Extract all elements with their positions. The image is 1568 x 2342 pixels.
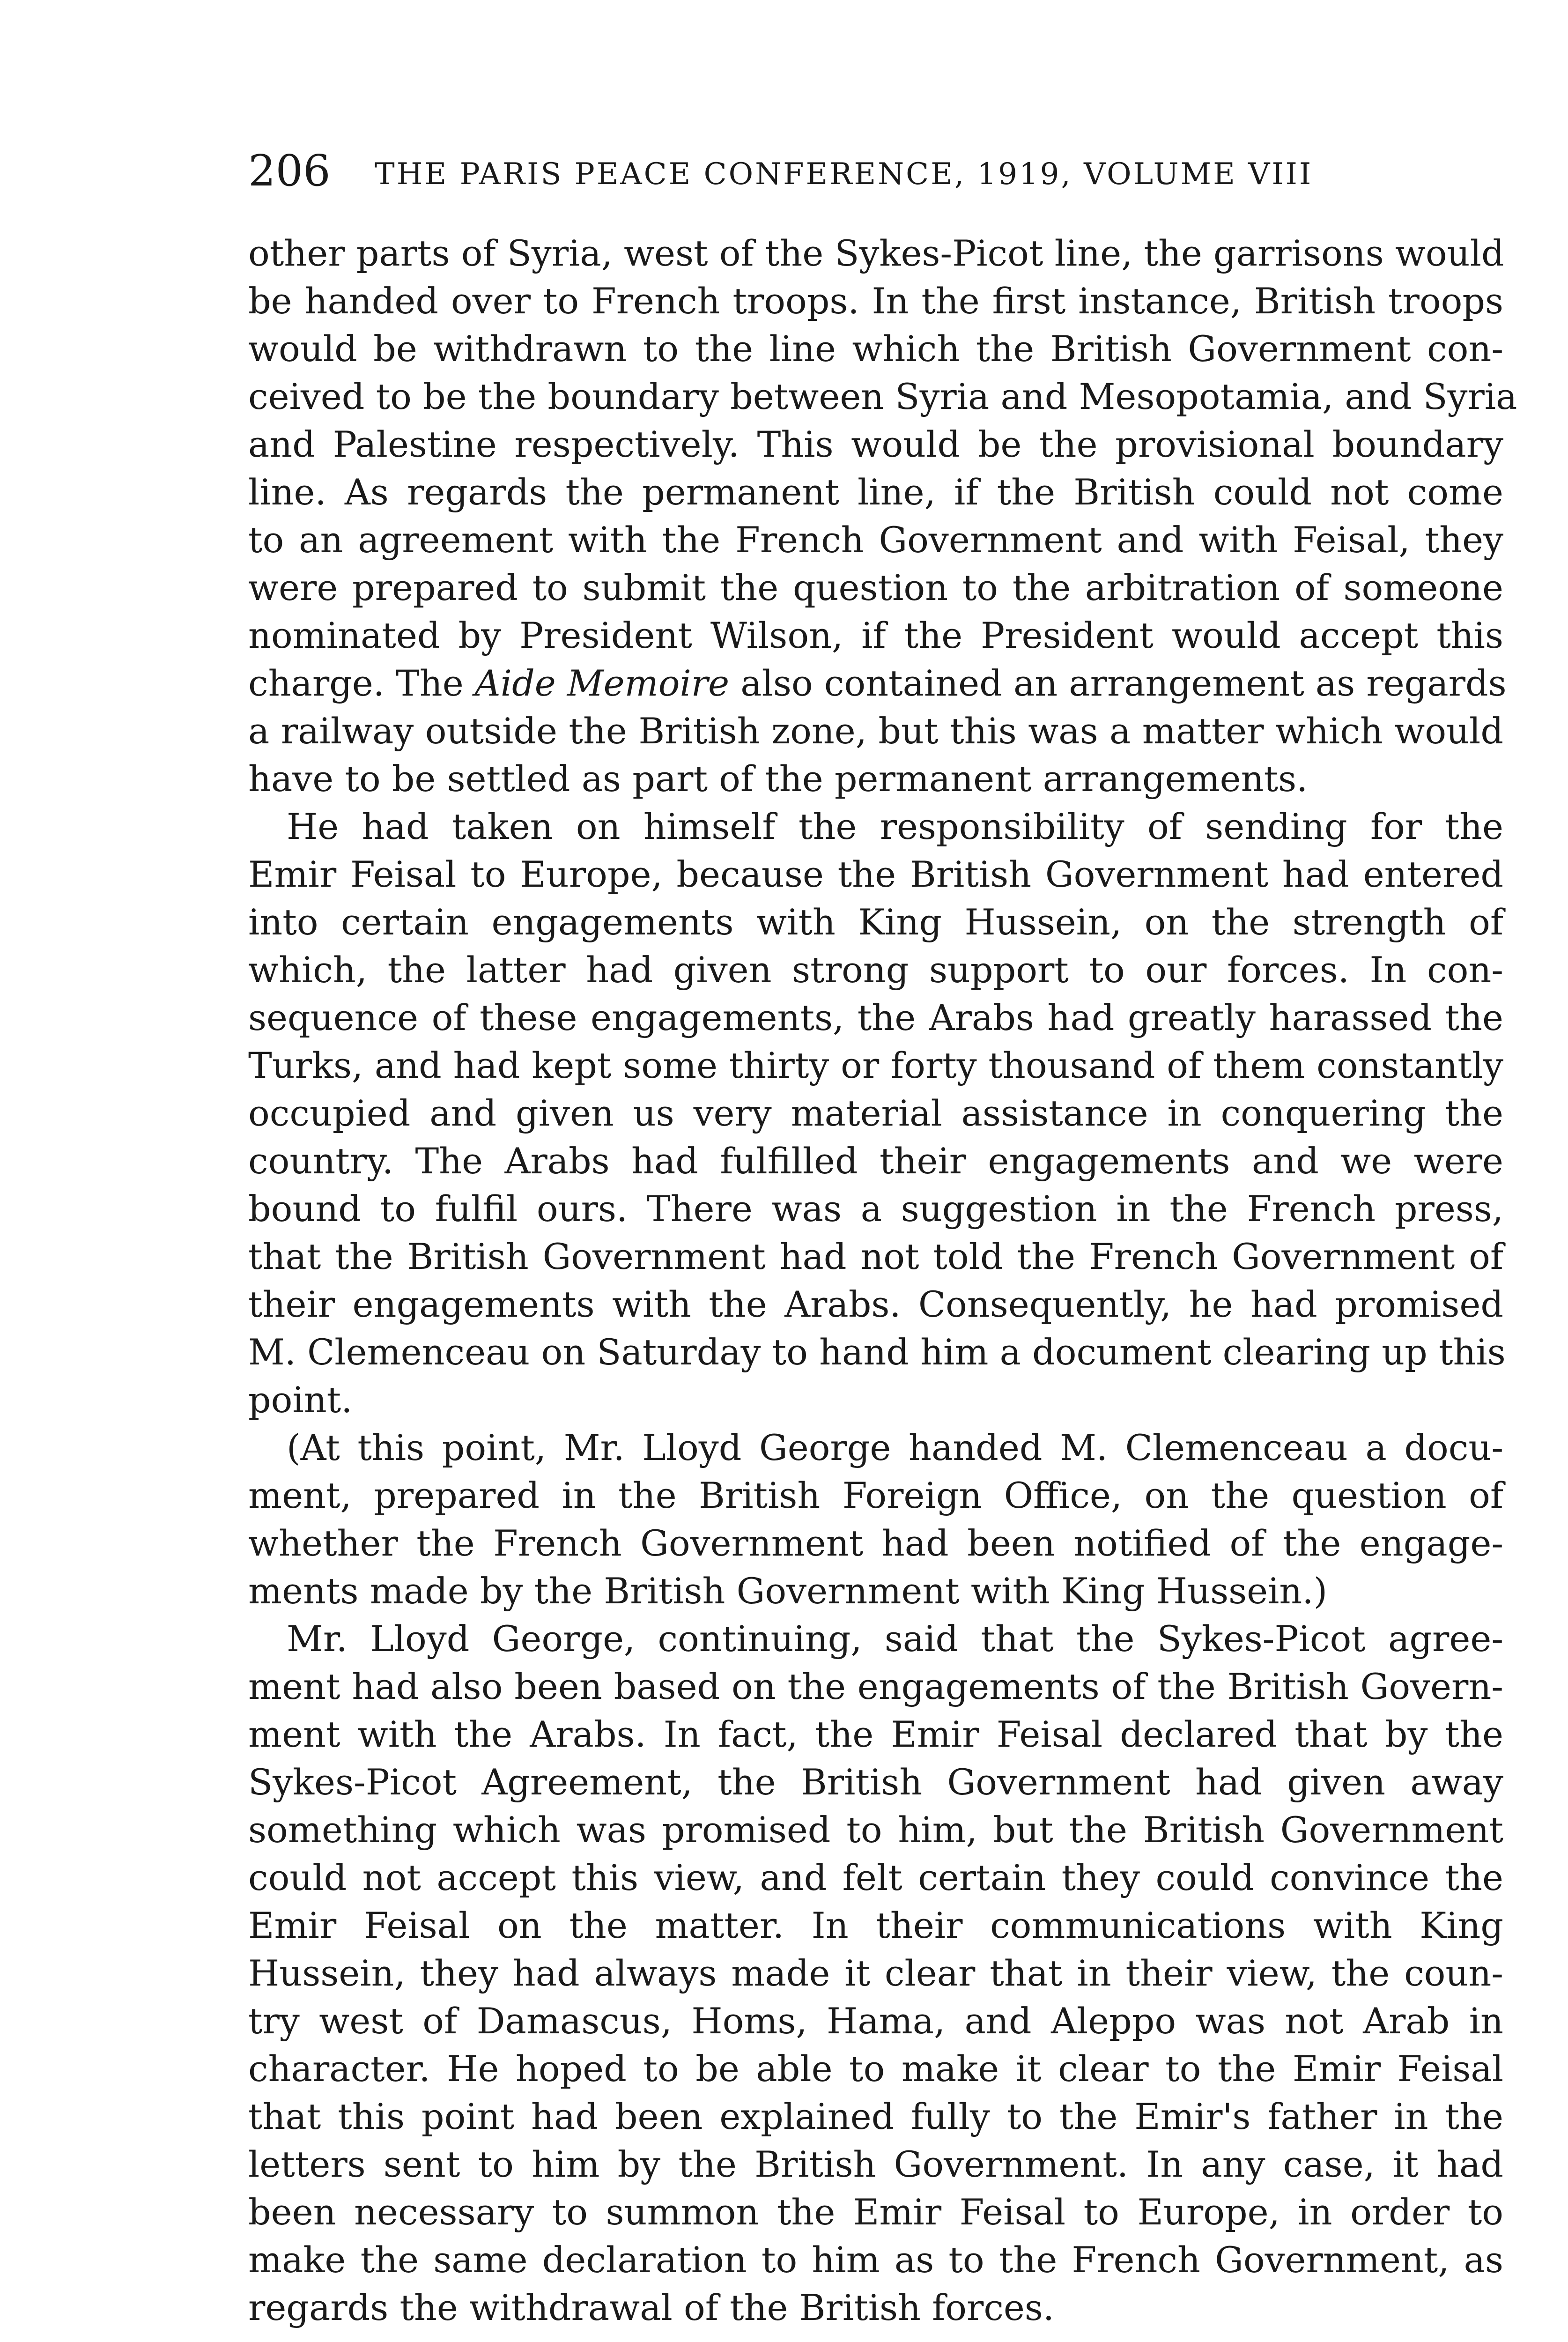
- text-line: sequence of these engagements, the Arabs had greatly harassed the: [248, 997, 1503, 1038]
- text-line: country. The Arabs had fulfilled their engagements and we were: [248, 1140, 1503, 1182]
- text-line: point.: [248, 1379, 353, 1421]
- text-line: (At this point, Mr. Lloyd George handed M. Clemenceau a docu-: [287, 1427, 1503, 1468]
- text-line: ment, prepared in the British Foreign Office, on the question of: [248, 1475, 1503, 1516]
- text-line: ment with the Arabs. In fact, the Emir Feisal declared that by the: [248, 1713, 1503, 1755]
- text-line: He had taken on himself the responsibility of sending for the: [287, 806, 1503, 847]
- text-line: try west of Damascus, Homs, Hama, and Aleppo was not Arab in: [248, 2000, 1503, 2042]
- page-number: 206: [248, 146, 331, 196]
- text-line: line. As regards the permanent line, if the British could not come: [248, 471, 1503, 513]
- text-line: Emir Feisal on the matter. In their communications with King: [248, 1905, 1503, 1946]
- text-line-aide-memoire: [248, 660, 1507, 707]
- text-line: could not accept this view, and felt certain they could convince the: [248, 1857, 1503, 1898]
- italic-term-aide-memoire: Aide Memoire: [474, 662, 730, 704]
- text-line: have to be settled as part of the permanent arrangements.: [248, 758, 1308, 800]
- text-line: ceived to be the boundary between Syria and Mesopotamia, and Syria: [248, 376, 1517, 417]
- text-line: Turks, and had kept some thirty or forty thousand of them constantly: [248, 1045, 1503, 1086]
- text-line: been necessary to summon the Emir Feisal to Europe, in order to: [248, 2191, 1503, 2233]
- text-line: regards the withdrawal of the British forces.: [248, 2287, 1055, 2328]
- text-line: letters sent to him by the British Government. In any case, it had: [248, 2143, 1503, 2185]
- text-line: something which was promised to him, but the British Government: [248, 1809, 1503, 1851]
- running-head: [248, 145, 1382, 197]
- running-title: THE PARIS PEACE CONFERENCE, 1919, VOLUME VIII: [375, 157, 1313, 192]
- text-line: make the same declaration to him as to the French Government, as: [248, 2239, 1503, 2281]
- text-line: Hussein, they had always made it clear that in their view, the coun-: [248, 1952, 1503, 1994]
- text-line: occupied and given us very material assistance in conquering the: [248, 1092, 1503, 1134]
- text-line: bound to fulfil ours. There was a suggestion in the French press,: [248, 1188, 1503, 1230]
- text-line: into certain engagements with King Hussein, on the strength of: [248, 901, 1503, 943]
- text-line: ment had also been based on the engagements of the British Govern-: [248, 1666, 1503, 1707]
- text-segment: also contained an arrangement as regards: [729, 662, 1507, 704]
- text-segment: charge. The: [248, 662, 475, 704]
- text-line: character. He hoped to be able to make it clear to the Emir Feisal: [248, 2048, 1503, 2090]
- text-line: which, the latter had given strong support to our forces. In con-: [248, 949, 1503, 991]
- text-line: other parts of Syria, west of the Sykes-Picot line, the garrisons would: [248, 232, 1504, 274]
- text-line: were prepared to submit the question to the arbitration of someone: [248, 567, 1503, 608]
- text-line: that the British Government had not told the French Government of: [248, 1236, 1503, 1277]
- text-line: Mr. Lloyd George, continuing, said that the Sykes-Picot agree-: [287, 1618, 1503, 1660]
- text-line: be handed over to French troops. In the first instance, British troops: [248, 280, 1503, 322]
- body-text: [248, 230, 1517, 2332]
- text-line: ments made by the British Government with King Hussein.): [248, 1570, 1328, 1612]
- text-line: their engagements with the Arabs. Consequently, he had promised: [248, 1283, 1503, 1325]
- text-line: a railway outside the British zone, but this was a matter which would: [248, 710, 1503, 752]
- text-line: Emir Feisal to Europe, because the British Government had entered: [248, 853, 1503, 895]
- text-line: and Palestine respectively. This would be the provisional boundary: [248, 423, 1503, 465]
- text-line: nominated by President Wilson, if the President would accept this: [248, 615, 1503, 656]
- text-line: would be withdrawn to the line which the British Government con-: [248, 328, 1503, 370]
- text-line: whether the French Government had been notified of the engage-: [248, 1522, 1503, 1564]
- text-line: to an agreement with the French Government and with Feisal, they: [248, 519, 1503, 561]
- text-line: Sykes-Picot Agreement, the British Government had given away: [248, 1761, 1503, 1803]
- text-line: M. Clemenceau on Saturday to hand him a document clearing up this: [248, 1331, 1506, 1373]
- text-line: that this point had been explained fully to the Emir's father in the: [248, 2096, 1503, 2137]
